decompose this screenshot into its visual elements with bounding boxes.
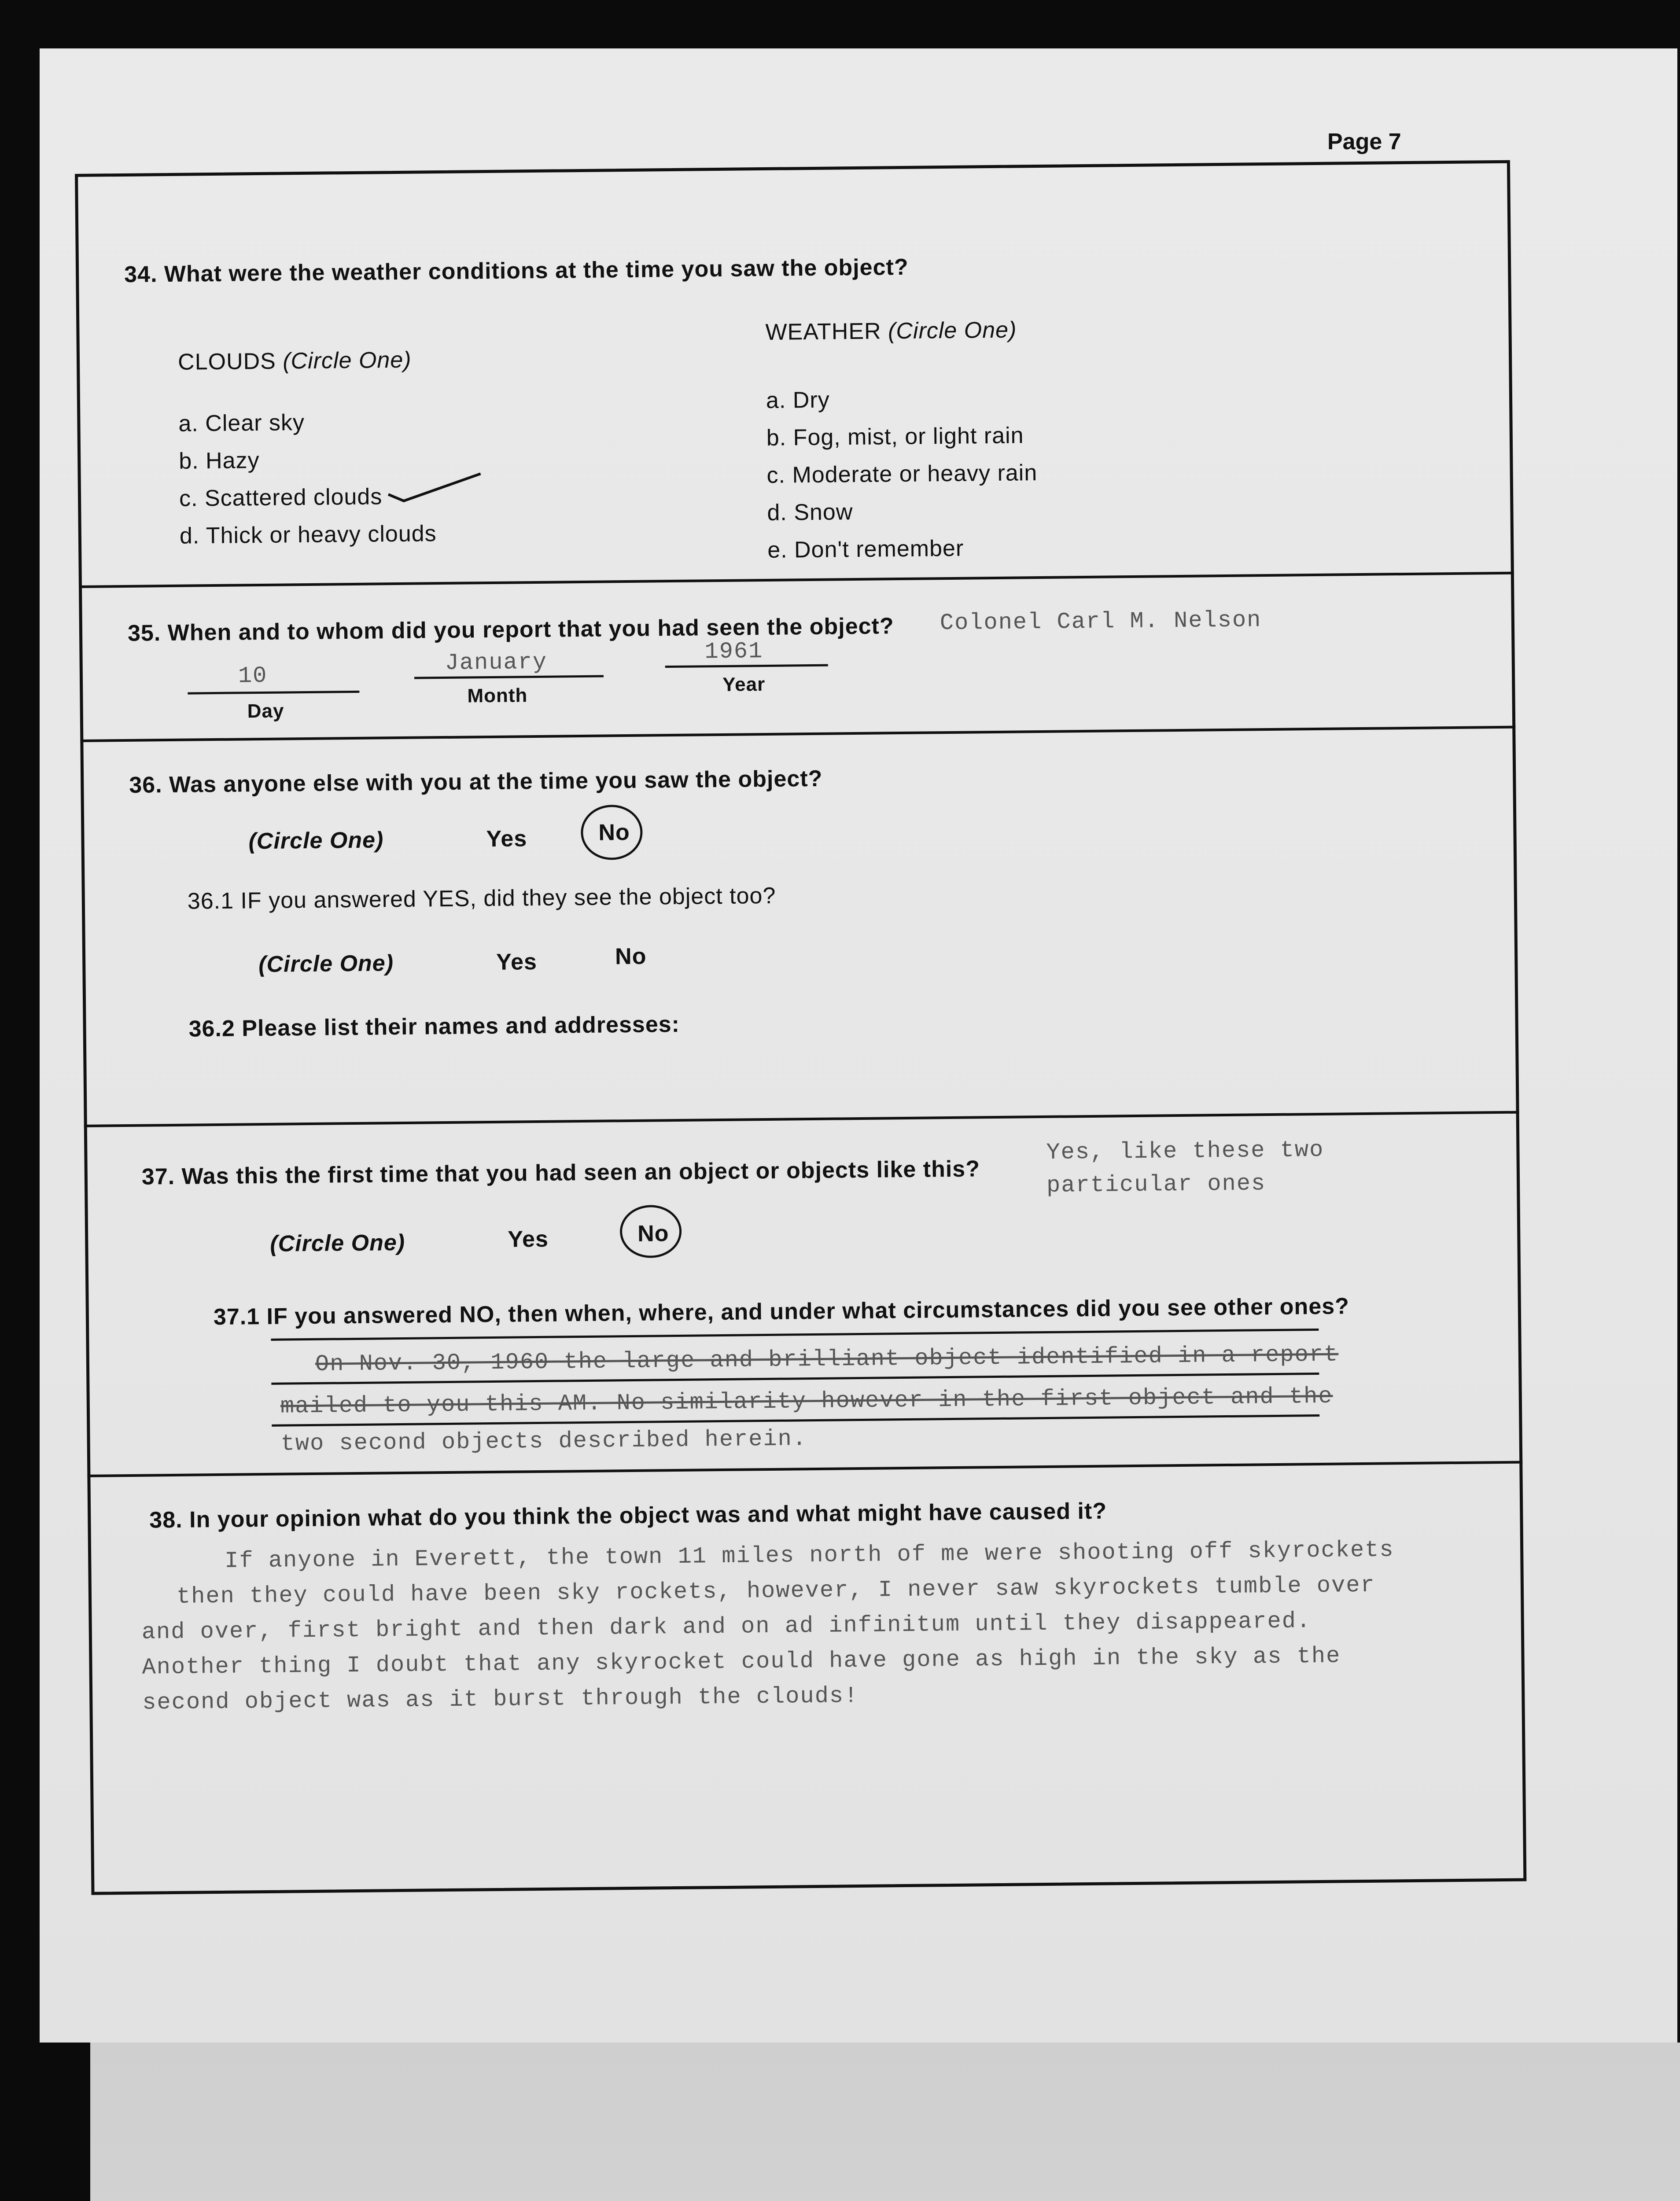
q36-instruction: (Circle One) bbox=[248, 827, 384, 854]
q35-reported-to: Colonel Carl M. Nelson bbox=[939, 607, 1262, 637]
checkmark-icon bbox=[386, 469, 483, 505]
page-number: Page 7 bbox=[1327, 129, 1401, 155]
q37-yes: Yes bbox=[508, 1226, 549, 1252]
q37-question: 37. Was this the first time that you had seen an object or objects like this? bbox=[141, 1156, 980, 1190]
weather-option-b: b. Fog, mist, or light rain bbox=[766, 423, 1024, 451]
q38-question: 38. In your opinion what do you think the object was and what might have caused it? bbox=[149, 1498, 1107, 1533]
q37-instruction: (Circle One) bbox=[270, 1229, 405, 1257]
q36-2-question: 36.2 Please list their names and addresses: bbox=[188, 1011, 680, 1042]
q35-month-value: January bbox=[445, 649, 548, 676]
q35-day-value: 10 bbox=[238, 663, 268, 689]
scan-bottom-strip bbox=[90, 2043, 1680, 2201]
q36-no: No bbox=[598, 819, 630, 846]
q38-answer-line-2: then they could have been sky rockets, however, I never saw skyrockets tumble over bbox=[176, 1572, 1376, 1610]
q36-1-yes: Yes bbox=[496, 949, 538, 975]
q36-1-question: 36.1 IF you answered YES, did they see the object too? bbox=[187, 883, 776, 914]
weather-option-c: c. Moderate or heavy rain bbox=[766, 460, 1038, 488]
q35-day-label: Day bbox=[247, 700, 284, 722]
q37-1-question: 37.1 IF you answered NO, then when, where, and under what circumstances did you see other ones? bbox=[213, 1293, 1350, 1330]
clouds-option-d: d. Thick or heavy clouds bbox=[179, 521, 437, 549]
q35-question: 35. When and to whom did you report that you had seen the object? bbox=[127, 613, 894, 646]
q37-no: No bbox=[637, 1221, 669, 1247]
clouds-heading: CLOUDS (Circle One) bbox=[177, 347, 412, 375]
q37-typed-answer-line1: Yes, like these two bbox=[1046, 1137, 1324, 1166]
clouds-option-a: a. Clear sky bbox=[178, 410, 305, 437]
q36-1-no: No bbox=[615, 943, 647, 970]
q38-answer-line-5: second object was as it burst through the clouds! bbox=[142, 1683, 859, 1716]
q38-answer-line-3: and over, first bright and then dark and on ad infinitum until they disappeared. bbox=[141, 1608, 1312, 1645]
weather-option-a: a. Dry bbox=[766, 387, 830, 413]
q36-yes: Yes bbox=[486, 826, 527, 852]
q37-typed-answer-line2: particular ones bbox=[1046, 1170, 1266, 1199]
scan-shadow bbox=[0, 2043, 90, 2201]
q37-answer-text-3: two second objects described herein. bbox=[280, 1426, 807, 1457]
q35-month-label: Month bbox=[467, 685, 528, 707]
q35-year-label: Year bbox=[722, 674, 766, 696]
q38-answer-line-4: Another thing I doubt that any skyrocket could have gone as high in the sky as the bbox=[142, 1643, 1341, 1681]
questionnaire-form bbox=[75, 160, 1526, 1895]
clouds-option-c: c. Scattered clouds bbox=[179, 484, 383, 512]
q34-question: 34. What were the weather conditions at the time you saw the object? bbox=[124, 254, 909, 287]
q37-answer-text-2: mailed to you this AM. No similarity however in the first object and the bbox=[280, 1383, 1333, 1420]
clouds-option-b: b. Hazy bbox=[178, 448, 260, 474]
q37-answer-text-1: On Nov. 30, 1960 the large and brilliant object identified in a report bbox=[315, 1341, 1339, 1377]
q36-1-instruction: (Circle One) bbox=[258, 950, 394, 978]
weather-option-d: d. Snow bbox=[767, 499, 853, 526]
q35-year-value: 1961 bbox=[704, 638, 763, 665]
weather-option-e: e. Don't remember bbox=[767, 535, 964, 563]
q38-answer-line-1: If anyone in Everett, the town 11 miles north of me were shooting off skyrockets bbox=[224, 1537, 1394, 1574]
q36-question: 36. Was anyone else with you at the time you saw the object? bbox=[129, 766, 823, 798]
weather-heading: WEATHER (Circle One) bbox=[765, 317, 1017, 345]
